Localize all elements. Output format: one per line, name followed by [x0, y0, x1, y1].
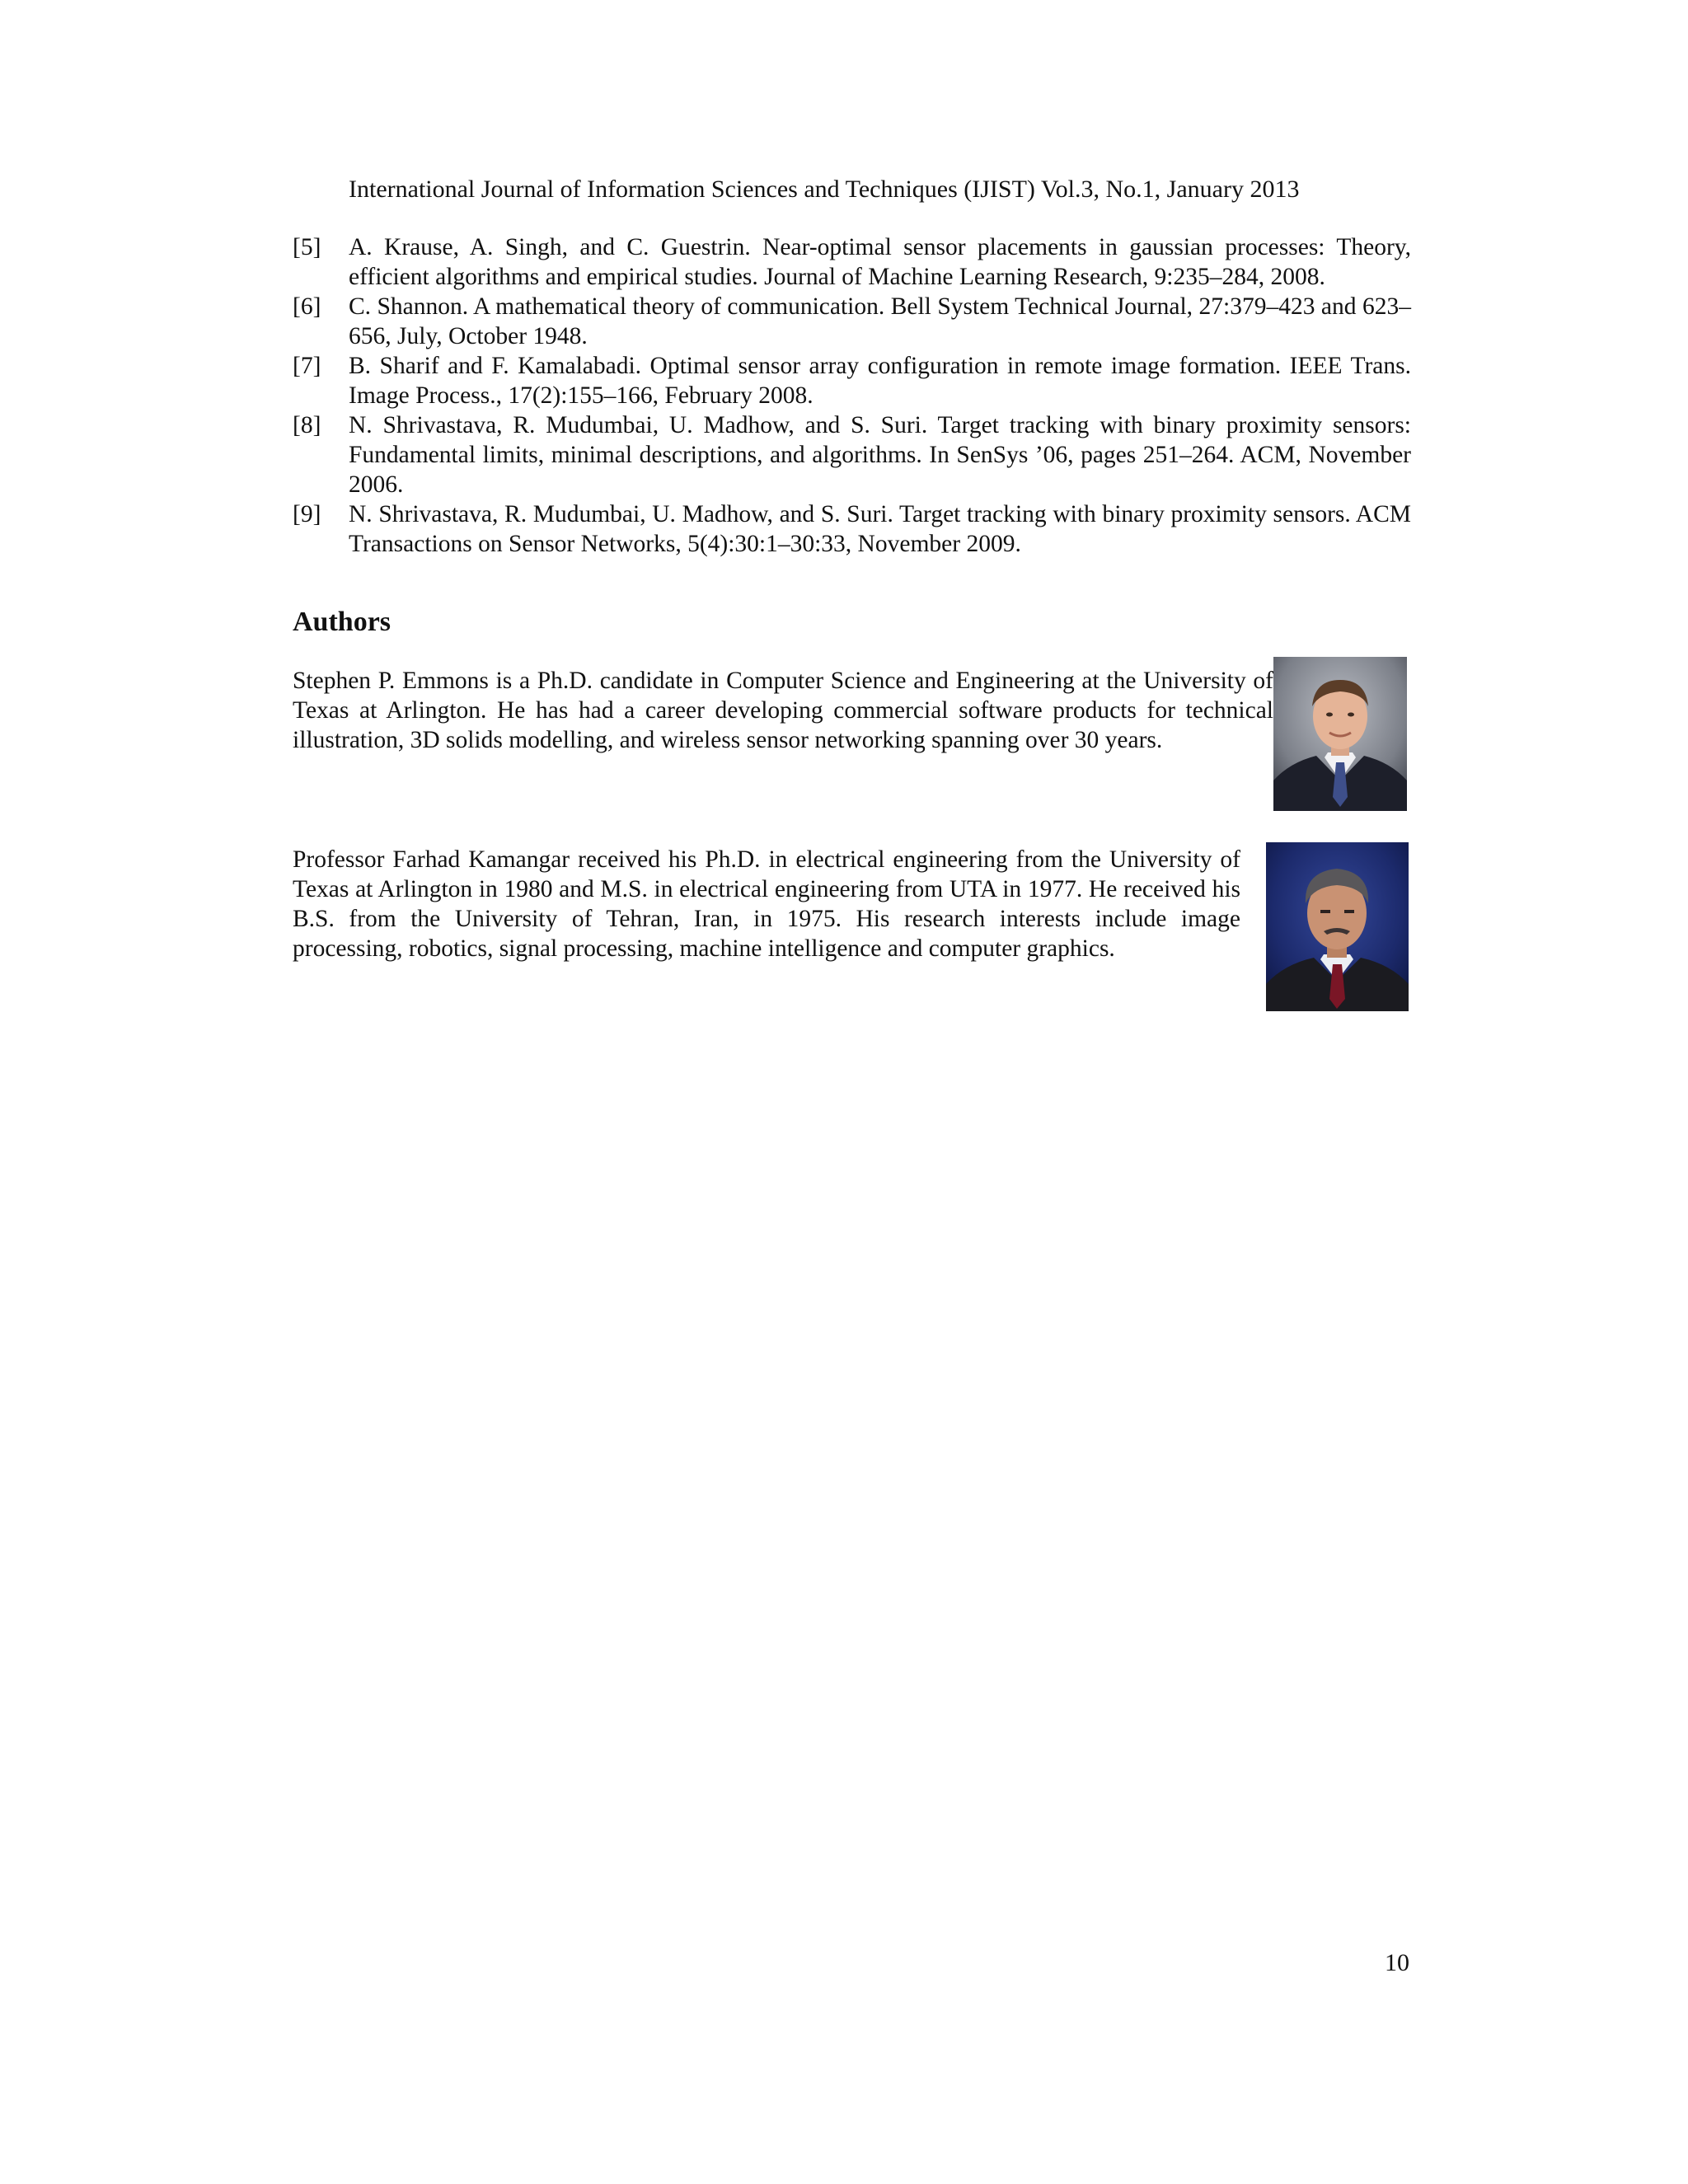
reference-item: [293, 232, 1411, 292]
reference-text: A. Krause, A. Singh, and C. Guestrin. Near-optimal sensor placements in gaussian processes: Theory, efficient algorithms and empirical studies. Journal of Machine Learning Research, 9:235–284, 2008.: [349, 234, 1411, 290]
reference-item: [293, 351, 1411, 410]
page-number: 10: [1385, 1949, 1409, 1976]
reference-list: [293, 232, 1411, 559]
reference-item: [293, 410, 1411, 499]
reference-item: [293, 292, 1411, 351]
portrait-kamangar: [1266, 842, 1409, 1011]
reference-item: [293, 499, 1411, 559]
reference-text: N. Shrivastava, R. Mudumbai, U. Madhow, and S. Suri. Target tracking with binary proximity sensors: Fundamental limits, minimal descriptions, and algorithms. In SenSys ’06, pages 251–264. ACM, November 2006.: [349, 412, 1411, 498]
portrait-emmons: [1273, 657, 1407, 811]
running-header: International Journal of Information Sciences and Techniques (IJIST) Vol.3, No.1, January 2013: [349, 176, 1300, 203]
reference-text: C. Shannon. A mathematical theory of communication. Bell System Technical Journal, 27:379–423 and 623–656, July, October 1948.: [349, 293, 1411, 349]
reference-text: N. Shrivastava, R. Mudumbai, U. Madhow, and S. Suri. Target tracking with binary proximity sensors. ACM Transactions on Sensor Networks, 5(4):30:1–30:33, November 2009.: [349, 501, 1411, 557]
reference-text: B. Sharif and F. Kamalabadi. Optimal sensor array configuration in remote image formation. IEEE Trans. Image Process., 17(2):155–166, February 2008.: [349, 353, 1411, 409]
reference-number: [5]: [293, 234, 321, 260]
reference-number: [8]: [293, 412, 321, 438]
author-photo-emmons: [1273, 657, 1407, 811]
author-bio-emmons: Stephen P. Emmons is a Ph.D. candidate in Computer Science and Engineering at the University of Texas at Arlington. He has had a career developing commercial software products for technical illustration, 3D solids modelling, and wireless sensor networking spanning over 30 years.: [293, 668, 1273, 753]
authors-heading: Authors: [293, 607, 392, 637]
author-bio-kamangar: Professor Farhad Kamangar received his Ph.D. in electrical engineering from the University of Texas at Arlington in 1980 and M.S. in electrical engineering from UTA in 1977. He received his B.S. from the University of Tehran, Iran, in 1975. His research interests include image processing, robotics, signal processing, machine intelligence and computer graphics.: [293, 846, 1240, 962]
reference-number: [9]: [293, 501, 321, 527]
author-photo-kamangar: [1266, 842, 1409, 1011]
reference-number: [6]: [293, 293, 321, 320]
reference-number: [7]: [293, 353, 321, 379]
